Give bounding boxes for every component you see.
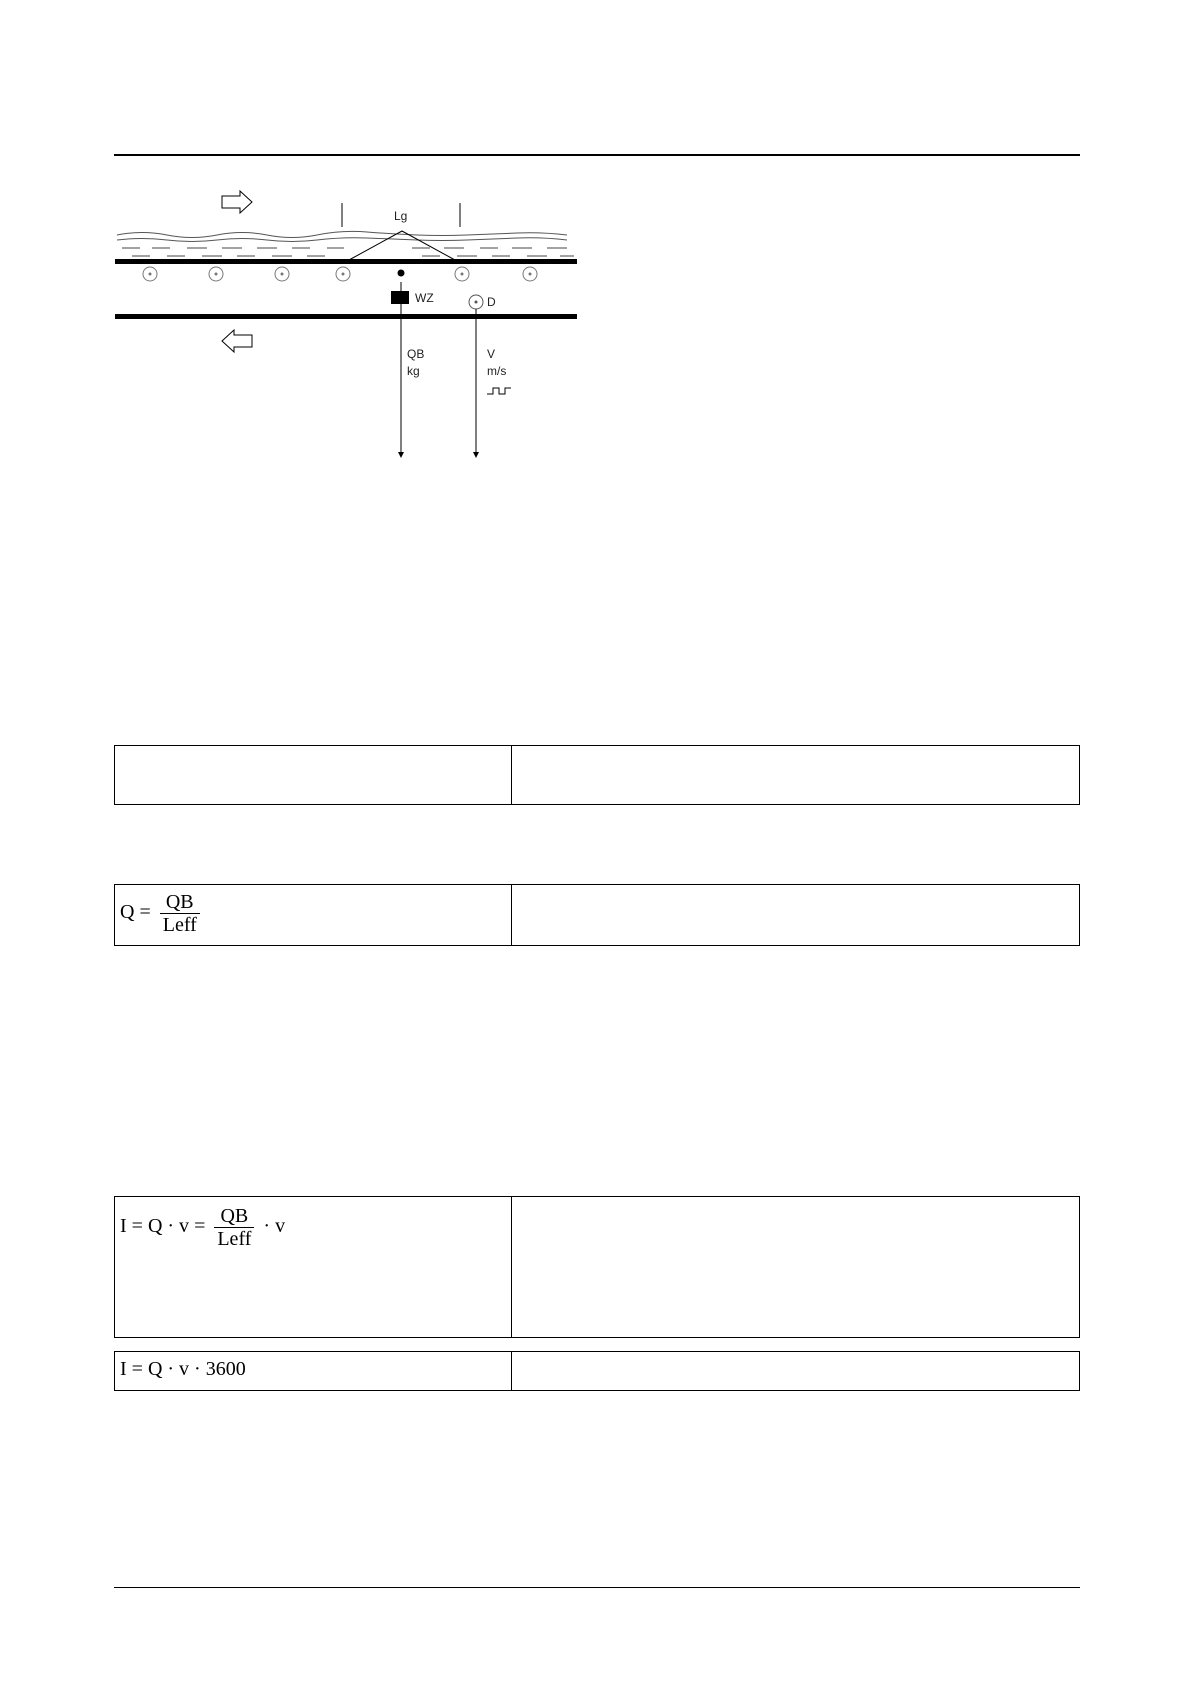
formula-i [120,1205,285,1250]
formula-i-3600: I = Q · v · 3600 [120,1358,246,1380]
top-rule [114,154,1080,156]
label-kg: kg [407,364,420,378]
fraction-denominator: Leff [217,1228,252,1250]
label-ms: m/s [487,364,507,378]
formula-lhs: I [120,1215,127,1238]
label-qb: QB [407,347,425,361]
formula-eq: = [194,1215,206,1238]
cell-right [512,1352,1079,1390]
material-layer [117,231,567,241]
weigh-idler [398,270,405,277]
cell-right [512,885,1079,945]
label-wz: WZ [415,291,434,305]
table-row-formula-i [114,1196,1080,1338]
label-d: D [487,295,496,309]
cell-left [115,1197,512,1337]
load-cell-wz [391,291,409,304]
upper-belt [115,259,577,264]
cell-left [115,746,512,804]
arrow-right-icon [222,191,252,213]
cell-right [512,1197,1079,1337]
formula-eq: = [131,1215,143,1238]
label-v: V [487,347,496,361]
pulse-icon [487,388,511,394]
table-row-1 [114,745,1080,805]
bottom-rule [114,1587,1080,1588]
formula-q [120,891,204,936]
idler-rollers [143,267,537,281]
cell-left [115,885,512,945]
fraction-numerator: QB [165,891,194,913]
fraction-denominator: Leff [162,914,197,936]
table-row-formula-i-3600 [114,1351,1080,1391]
belt-scale-diagram [112,190,582,470]
lower-belt [115,314,577,319]
label-lg: Lg [394,209,408,223]
arrow-left-icon [222,330,252,352]
formula-lhs: Q [120,901,135,924]
fraction [214,1205,254,1250]
table-row-formula-q [114,884,1080,946]
formula-eq: = [139,901,151,924]
fraction [160,891,200,936]
cell-right [512,746,1079,804]
formula-tail: · v [263,1215,286,1238]
cell-left [115,1352,512,1390]
fraction-numerator: QB [220,1205,249,1227]
formula-mid: Q · v [147,1215,190,1238]
